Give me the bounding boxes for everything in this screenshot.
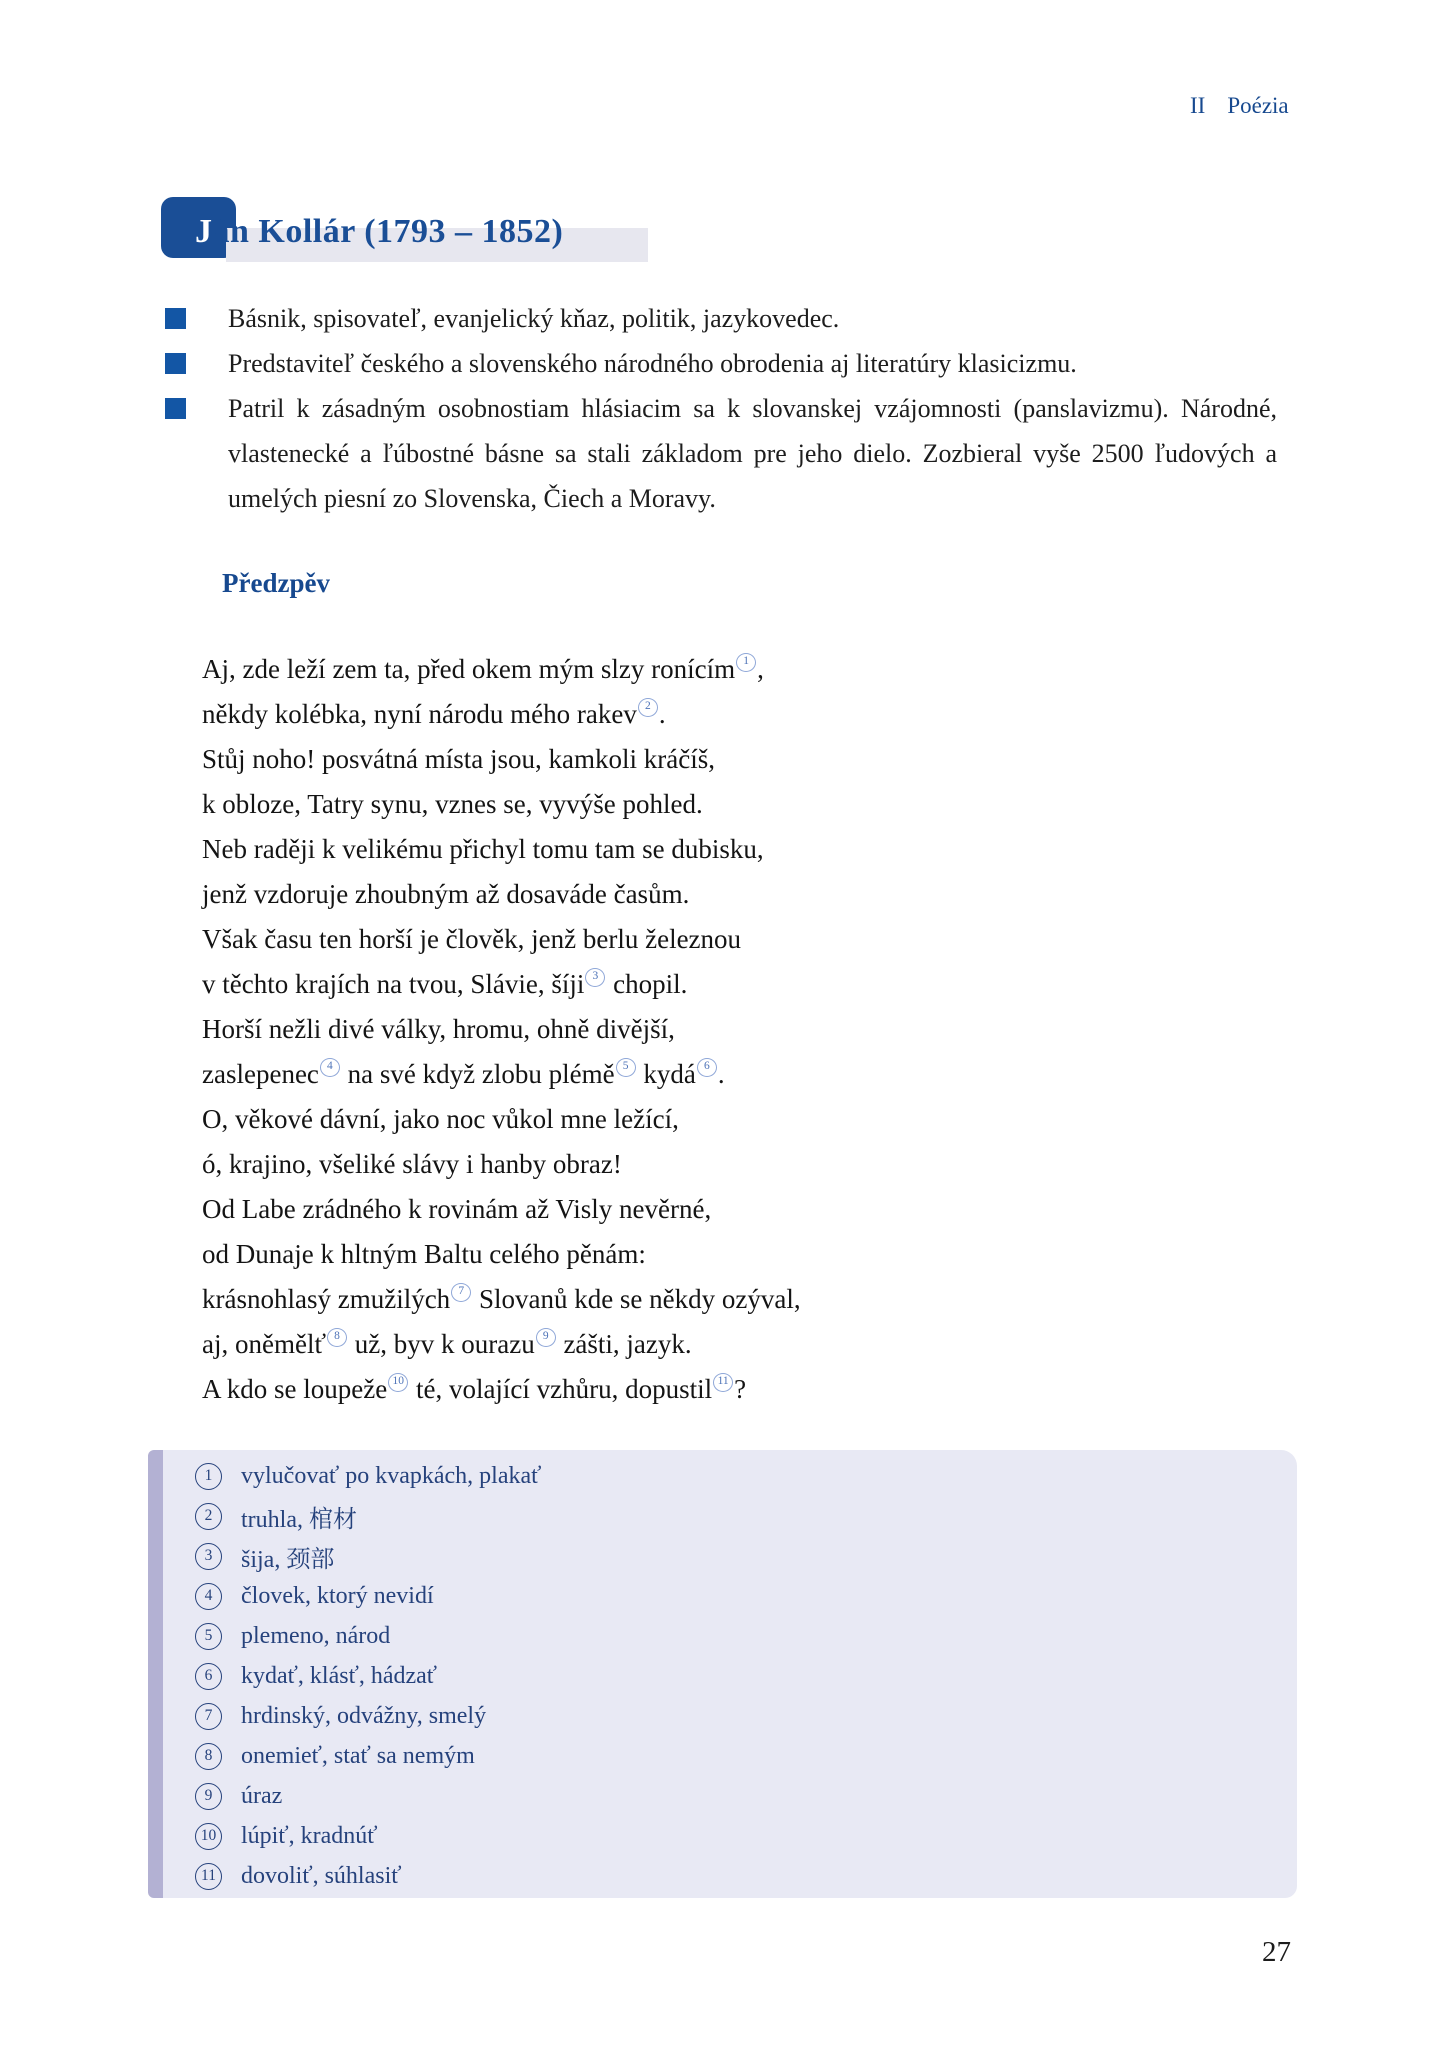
footnote-number: 5 [195, 1623, 222, 1650]
poem-line: k obloze, Tatry synu, vznes se, vyvýše pohled. [202, 789, 703, 819]
poem-line: aj, oněmělť 8 už, byv k ourazu 9 zášti, jazyk. [202, 1329, 692, 1359]
footnote-ref: 11 [713, 1373, 733, 1392]
page-title [195, 212, 563, 252]
footnote-item [195, 1656, 1297, 1696]
bullet-item [165, 296, 1295, 341]
footnote-number: 10 [195, 1823, 222, 1850]
footnote-number: 6 [195, 1663, 222, 1690]
footnote-number: 3 [195, 1543, 222, 1570]
title-rest: án Kollár (1793 – 1852) [212, 213, 564, 250]
poem-line: Však času ten horší je člověk, jenž berlu železnou [202, 924, 742, 954]
footnote-item [195, 1816, 1297, 1856]
footnote-ref: 10 [388, 1373, 408, 1392]
footnote-number: 4 [195, 1583, 222, 1610]
bullet-text: Básnik, spisovateľ, evanjelický kňaz, politik, jazykovedec. [228, 304, 840, 333]
footnote-list [195, 1456, 1297, 1896]
bullet-square-icon [165, 398, 186, 419]
footnote-item [195, 1736, 1297, 1776]
footnote-text: úraz [241, 1782, 283, 1809]
footnote-number: 8 [195, 1743, 222, 1770]
footnote-number: 1 [195, 1463, 222, 1490]
footnote-number: 7 [195, 1703, 222, 1730]
bullet-item [165, 341, 1295, 386]
footnote-ref: 9 [536, 1328, 556, 1347]
footnote-item [195, 1496, 1297, 1536]
section-heading: Předzpěv [222, 568, 330, 598]
footnote-item [195, 1456, 1297, 1496]
footnote-item [195, 1856, 1297, 1896]
poem-line: v těchto krajích na tvou, Slávie, šíji 3 chopil. [202, 969, 688, 999]
poem-line: Horší nežli divé války, hromu, ohně divější, [202, 1014, 675, 1044]
poem-line: Stůj noho! posvátná místa jsou, kamkoli kráčíš, [202, 744, 715, 774]
footnote-text: človek, ktorý nevidí [241, 1582, 434, 1609]
poem-line: A kdo se loupeže 10 té, volající vzhůru, dopustil 11 ? [202, 1374, 747, 1404]
footnote-item [195, 1536, 1297, 1576]
footnote-ref: 5 [616, 1058, 636, 1077]
page-number: 27 [1262, 1936, 1291, 1968]
footnote-text: onemieť, stať sa nemým [241, 1742, 475, 1769]
poem [202, 647, 1302, 1412]
section-title: Poézia [1227, 93, 1289, 118]
poem-line: O, věkové dávní, jako noc vůkol mne ležící, [202, 1104, 679, 1134]
poem-line: někdy kolébka, nyní národu mého rakev 2 . [202, 699, 666, 729]
bullet-list [165, 296, 1295, 521]
footnote-item [195, 1616, 1297, 1656]
poem-line: zaslepenec 4 na své když zlobu plémě 5 kydá 6 . [202, 1059, 725, 1089]
bullet-text: Predstaviteľ českého a slovenského národného obrodenia aj literatúry klasicizmu. [228, 349, 1077, 378]
footnote-text: kydať, klásť, hádzať [241, 1662, 438, 1689]
footnote-number: 9 [195, 1783, 222, 1810]
poem-line: Neb raději k velikému přichyl tomu tam se dubisku, [202, 834, 764, 864]
poem-line: Aj, zde leží zem ta, před okem mým slzy ronícím 1 , [202, 654, 764, 684]
poem-line: ó, krajino, všeliké slávy i hanby obraz! [202, 1149, 622, 1179]
footnote-ref: 2 [638, 698, 658, 717]
footnote-ref: 8 [327, 1328, 347, 1347]
bullet-item [165, 386, 1295, 521]
footnote-text: šija, 颈部 [241, 1546, 335, 1573]
running-header [1190, 93, 1289, 119]
footnote-text: truhla, 棺材 [241, 1506, 357, 1533]
poem-line: jenž vzdoruje zhoubným až dosaváde časům. [202, 879, 690, 909]
footnote-item [195, 1576, 1297, 1616]
footnote-text: dovoliť, súhlasiť [241, 1862, 402, 1889]
poem-line: od Dunaje k hltným Baltu celého pěnám: [202, 1239, 646, 1269]
footnote-ref: 4 [320, 1058, 340, 1077]
footnote-item [195, 1776, 1297, 1816]
poem-line: krásnohlasý zmužilých 7 Slovanů kde se někdy ozýval, [202, 1284, 801, 1314]
title-initial: J [195, 213, 213, 250]
footnote-number: 2 [195, 1503, 222, 1530]
section-number: II [1190, 93, 1206, 118]
footnote-ref: 7 [451, 1283, 471, 1302]
bullet-square-icon [165, 308, 186, 329]
bullet-text: Patril k zásadným osobnostiam hlásiacim sa k slovanskej vzájomnosti (panslavizmu). Národné, vlastenecké a ľúbostné básne sa stali základom pre jeho dielo. Zozbieral vyše 2500 ľudových a umelých piesní zo Slovenska, Čiech a Moravy. [228, 394, 1277, 513]
footnote-box [148, 1450, 1297, 1898]
footnote-ref: 3 [585, 968, 605, 987]
footnote-text: vylučovať po kvapkách, plakať [241, 1462, 542, 1489]
footnote-text: plemeno, národ [241, 1622, 391, 1649]
footnote-ref: 6 [697, 1058, 717, 1077]
footnote-number: 11 [195, 1863, 222, 1890]
footnote-item [195, 1696, 1297, 1736]
footnote-text: hrdinský, odvážny, smelý [241, 1702, 487, 1729]
bullet-square-icon [165, 353, 186, 374]
footnote-text: lúpiť, kradnúť [241, 1822, 378, 1849]
poem-line: Od Labe zrádného k rovinám až Visly nevěrné, [202, 1194, 712, 1224]
footnote-ref: 1 [736, 653, 756, 672]
